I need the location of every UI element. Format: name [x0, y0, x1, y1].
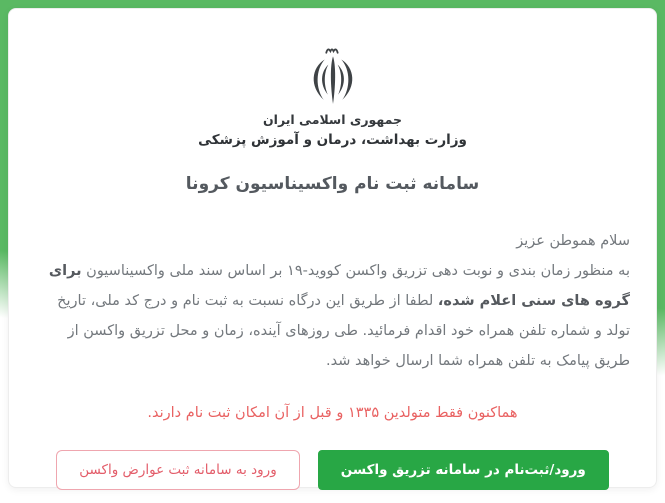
intro-paragraph	[35, 256, 630, 376]
logo-text-country: جمهوری اسلامی ایران	[263, 112, 402, 127]
eligibility-notice: هماکنون فقط متولدین ۱۳۳۵ و قبل از آن امکان ثبت نام دارند.	[147, 405, 518, 421]
intro-bold-segment: برای گروه های سنی اعلام شده،	[48, 263, 630, 309]
page-title: سامانه ثبت نام واکسیناسیون کرونا	[185, 174, 480, 194]
greeting-line: سلام هموطن عزیز	[516, 233, 630, 249]
iran-national-emblem-icon	[301, 45, 365, 107]
logo-text-ministry: وزارت بهداشت، درمان و آموزش پزشکی	[198, 132, 467, 148]
intro-segment-1: به منظور زمان بندی و نوبت دهی تزریق واکسن کووید-۱۹ بر اساس سند ملی واکسیناسیون	[81, 263, 630, 279]
ministry-logo	[35, 45, 630, 150]
content-card	[8, 8, 657, 488]
intro-text	[35, 226, 630, 376]
card-inner	[9, 45, 656, 490]
side-effects-portal-button[interactable]: ورود به سامانه ثبت عوارض واکسن	[56, 450, 300, 490]
action-buttons-row	[35, 450, 630, 490]
intro-segment-2: لطفا از طریق این درگاه نسبت به ثبت نام و درج کد ملی، تاریخ تولد و شماره تلفن همراه خود اقدام فرمائید. طی روزهای آینده، زمان و محل تزریق واکسن از طریق پیامک به تلفن همراه شما ارسال خواهد شد.	[57, 293, 630, 369]
register-vaccination-button[interactable]: ورود/ثبت‌نام در سامانه تزریق واکسن	[318, 450, 609, 490]
